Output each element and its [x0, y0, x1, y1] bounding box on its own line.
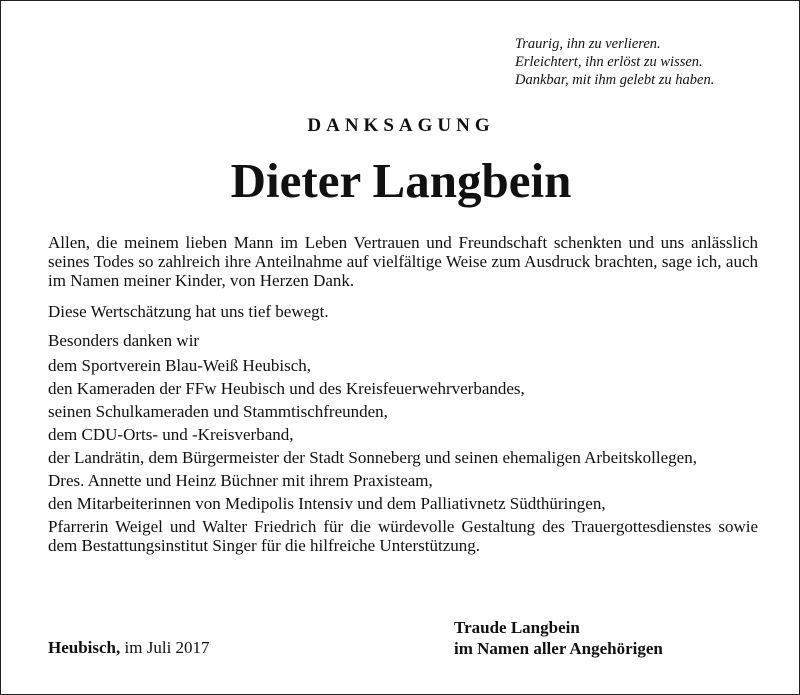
list-item: dem CDU-Orts- und -Kreisverband,: [48, 425, 294, 444]
list-item: der Landrätin, dem Bürgermeister der Stadt Sonneberg und seinen ehemaligen Arbeitskollegen,: [48, 448, 697, 467]
signer-note: im Namen aller Angehörigen: [454, 639, 663, 658]
list-item: Dres. Annette und Heinz Büchner mit ihrem Praxisteam,: [48, 471, 433, 490]
special-thanks-intro: Besonders danken wir: [48, 331, 200, 350]
signature-block: [454, 617, 663, 659]
special-thanks-list: [48, 356, 758, 555]
motto-verse: [515, 35, 755, 89]
motto-line: Traurig, ihn zu verlieren.: [515, 36, 661, 52]
motto-line: Erleichtert, ihn erlöst zu wissen.: [515, 54, 703, 70]
place-name: Heubisch,: [48, 638, 121, 657]
list-item: seinen Schulkameraden und Stammtischfreunden,: [48, 402, 388, 421]
signer-name: Traude Langbein: [454, 618, 580, 637]
motto-line: Dankbar, mit ihm gelebt zu haben.: [515, 72, 715, 88]
place-and-date: [48, 638, 210, 658]
notice-heading: DANKSAGUNG: [307, 115, 495, 136]
notice-body: [48, 233, 758, 559]
list-item: den Kameraden der FFw Heubisch und des Kreisfeuerwehrverbandes,: [48, 379, 525, 398]
appreciation-paragraph: Diese Wertschätzung hat uns tief bewegt.: [48, 302, 329, 321]
list-item: den Mitarbeiterinnen von Medipolis Intensiv und dem Palliativnetz Südthüringen,: [48, 494, 606, 513]
list-item: dem Sportverein Blau-Weiß Heubisch,: [48, 356, 312, 375]
thanks-paragraph: Allen, die meinem lieben Mann im Leben Vertrauen und Freundschaft schenkten und uns anlässlich seines Todes so zahlreich ihre Anteilnahme auf vielfältige Weise zum Ausdruck brachten, sage ich, auch im Namen meiner Kinder, von Herzen Dank.: [48, 233, 758, 290]
list-item: Pfarrerin Weigel und Walter Friedrich für die würdevolle Gestaltung des Trauergottesdienstes sowie dem Bestattungsinstitut Singer für die hilfreiche Unterstützung.: [48, 517, 758, 555]
notice-date: im Juli 2017: [120, 638, 210, 657]
deceased-name: Dieter Langbein: [230, 153, 572, 208]
